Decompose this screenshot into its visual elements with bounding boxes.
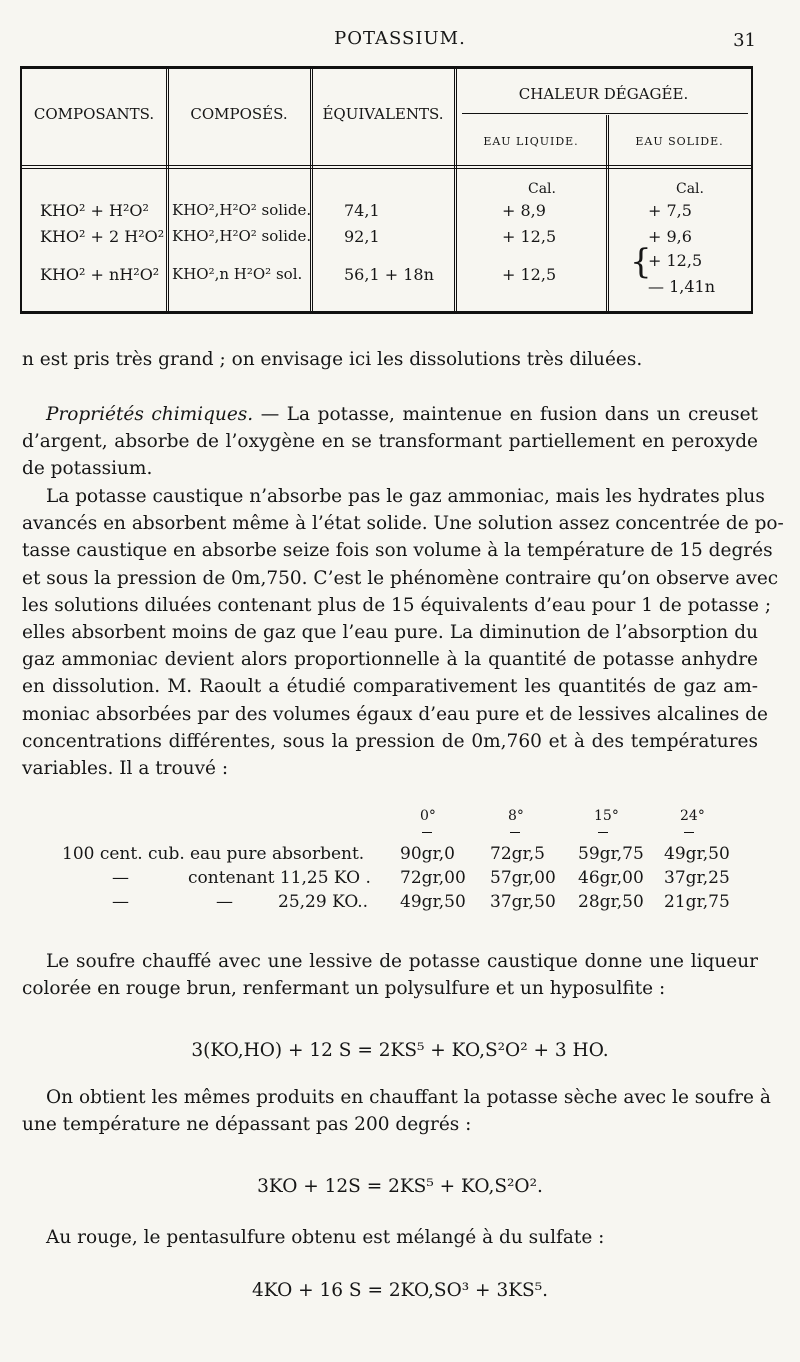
running-head-title: POTASSIUM. bbox=[334, 28, 466, 49]
row1-equivalents: 74,1 bbox=[344, 201, 380, 220]
page-number: 31 bbox=[733, 30, 756, 51]
row-2529-c1: — bbox=[112, 892, 129, 912]
temp-0: 0° bbox=[420, 808, 436, 824]
row3-solide-b: — 1,41n bbox=[648, 277, 716, 296]
heat-table bbox=[20, 66, 753, 314]
col-header-equivalents: ÉQUIVALENTS. bbox=[322, 105, 444, 123]
paragraph-soufre: Le soufre chauffé avec une lessive de potasse caustique donne une liqueur colorée en rouge brun, renfermant un polysulfure et un hyposulfite : bbox=[22, 951, 758, 1000]
sub-header-eau-solide: EAU SOLIDE. bbox=[635, 135, 724, 148]
row1-solide: + 7,5 bbox=[648, 201, 692, 220]
paragraph-ammoniac: La potasse caustique n’absorbe pas le gaz ammoniac, mais les hydrates plus avancés en absorbent même à l’état solide. Une solution assez concentrée de po- tasse caustique en absorbe seize fois son volume à la température de 15 degrés et sous la pression de 0m,750. C’est le phénomène contraire qu’on observe avec les solutions diluées contenant plus de 15 équivalents d’eau pour 1 de potasse ; elles absorbent moins de gaz que l’eau pure. La diminution de l’absorption du gaz ammoniac devient alors proportionnelle à la quantité de potasse anhydre en dissolution. M. Raoult a étudié comparativement les quantités de gaz am- moniac absorbées par des volumes égaux d’eau pure et de lessives alcalines de concentrations différentes, sous la pression de 0m,760 et à des températures variables. Il a trouvé : bbox=[22, 486, 784, 780]
col-header-composes: COMPOSÉS. bbox=[190, 105, 288, 123]
row-2529-c2: — bbox=[216, 892, 233, 912]
row-2529-c3: 25,29 KO.. bbox=[278, 892, 369, 912]
row-2529-v3: 21gr,75 bbox=[664, 892, 730, 912]
paragraph-proprietes: Propriétés chimiques. — La potasse, maintenue en fusion dans un creuset d’argent, absorbe de l’oxygène en se transformant partiellement en peroxyde de potassium. bbox=[22, 404, 758, 480]
row-1125-v2: 46gr,00 bbox=[578, 868, 644, 888]
row-2529-v2: 28gr,50 bbox=[578, 892, 644, 912]
equation-2: 3KO + 12S = 2KS⁵ + KO,S²O². bbox=[257, 1176, 543, 1197]
unit-solide: Cal. bbox=[676, 181, 704, 197]
row3-solide-a: + 12,5 bbox=[648, 251, 703, 270]
row-2529-v0: 49gr,50 bbox=[400, 892, 466, 912]
paragraph-potasse-seche: On obtient les mêmes produits en chauffant la potasse sèche avec le soufre à une température ne dépassant pas 200 degrés : bbox=[22, 1087, 771, 1136]
col-header-chaleur: CHALEUR DÉGAGÉE. bbox=[518, 85, 689, 103]
paragraph-rouge: Au rouge, le pentasulfure obtenu est mélangé à du sulfate : bbox=[46, 1227, 605, 1248]
section-title: Propriétés chimiques. bbox=[46, 404, 254, 425]
row-eau-pure-v0: 90gr,0 bbox=[400, 844, 455, 864]
row3-composants: KHO² + nH²O² bbox=[40, 265, 160, 284]
row-1125-c2: contenant 11,25 KO . bbox=[188, 868, 371, 888]
row-2529-v1: 37gr,50 bbox=[490, 892, 556, 912]
sub-header-eau-liquide: EAU LIQUIDE. bbox=[483, 135, 579, 148]
row1-composes: KHO²,H²O² solide. bbox=[172, 201, 312, 219]
equation-1: 3(KO,HO) + 12 S = 2KS⁵ + KO,S²O² + 3 HO. bbox=[191, 1040, 609, 1061]
row-1125-c1: — bbox=[112, 868, 129, 888]
temp-15: 15° bbox=[594, 808, 619, 824]
row-1125-v3: 37gr,25 bbox=[664, 868, 730, 888]
brace-icon: { bbox=[630, 242, 652, 282]
row-1125-v1: 57gr,00 bbox=[490, 868, 556, 888]
row3-liquide: + 12,5 bbox=[502, 265, 557, 284]
temp-8: 8° bbox=[508, 808, 524, 824]
row3-equivalents: 56,1 + 18n bbox=[344, 265, 434, 284]
equation-3: 4KO + 16 S = 2KO,SO³ + 3KS⁵. bbox=[251, 1280, 549, 1301]
row1-composants: KHO² + H²O² bbox=[40, 201, 149, 220]
row2-composes: KHO²,H²O² solide. bbox=[172, 227, 312, 245]
row-eau-pure-v1: 72gr,5 bbox=[490, 844, 545, 864]
col-header-composants: COMPOSANTS. bbox=[33, 105, 155, 123]
row-1125-v0: 72gr,00 bbox=[400, 868, 466, 888]
row2-liquide: + 12,5 bbox=[502, 227, 557, 246]
row2-composants: KHO² + 2 H²O² bbox=[40, 227, 165, 246]
row-eau-pure-v3: 49gr,50 bbox=[664, 844, 730, 864]
row-eau-pure-c1: 100 cent. cub. bbox=[62, 844, 185, 864]
table-note: n est pris très grand ; on envisage ici les dissolutions très diluées. bbox=[22, 349, 643, 370]
row-eau-pure-v2: 59gr,75 bbox=[578, 844, 644, 864]
temp-24: 24° bbox=[680, 808, 705, 824]
row1-liquide: + 8,9 bbox=[502, 201, 546, 220]
row2-equivalents: 92,1 bbox=[344, 227, 380, 246]
row2-solide: + 9,6 bbox=[648, 227, 692, 246]
unit-liquide: Cal. bbox=[528, 181, 556, 197]
absorption-table bbox=[0, 806, 800, 916]
row-eau-pure-c2: eau pure absorbent. bbox=[190, 844, 365, 864]
row3-composes: KHO²,n H²O² sol. bbox=[172, 265, 303, 283]
